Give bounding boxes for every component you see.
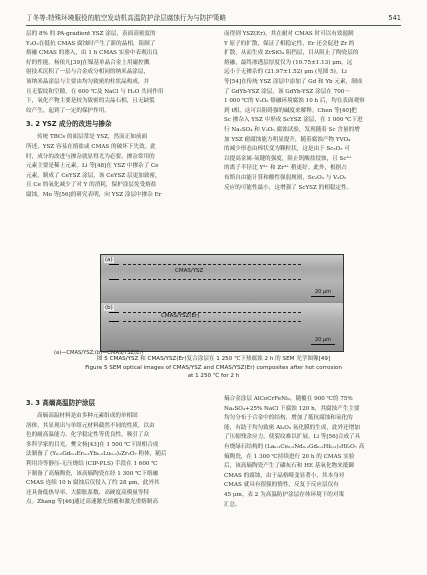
text-line: Sc 掺杂入 YSZ 中形成 ScYSZ 涂层，在 1 000 ℃下进 <box>224 117 363 124</box>
section-heading: 3. 2 YSZ 成分的改进与掺杂 <box>26 120 112 129</box>
text-line: 1 000 ℃的 V₂O₅ 熔融环境腐蚀 10 h 后，均在表面观察 <box>224 98 365 105</box>
text-line: 反应的可能性最小，这增强了 ScYSZ 的相稳定性。 <box>224 184 353 191</box>
boundary-line <box>123 264 301 265</box>
text-line: 到 t相，这可以阻碍强的碱度来解释。Chen 等[40]把 <box>224 107 357 114</box>
text-line: 的减少形态由棒状变为颗粒状，这是由于 Sc₂O₃ 可 <box>224 146 350 153</box>
marker-tick <box>109 321 119 322</box>
left-column-top <box>26 30 203 201</box>
panel-tag: (a) <box>105 257 113 263</box>
boundary-line <box>123 279 301 280</box>
running-header <box>26 11 401 26</box>
text-line: 下制备了高熵陶瓷，该高熵陶瓷在经 1 300 ℃下熔融 <box>26 470 159 477</box>
section-heading: 3. 3 高熵高温防护涂层 <box>26 399 96 407</box>
text-line: 层的 8% 的 PA-gradient YSZ 涂层，表面高密度的 <box>26 31 156 37</box>
figure-legend: (a)—CMAS/YSZ;(b)—CMAS/YSZ(Er) <box>54 350 144 356</box>
text-line: 利用冷等静压-无压烧结 (CIP-PLS) 手段在 1 600 ℃ <box>26 460 158 467</box>
text-line: 熵合金涂层 AlCoCrFeNi₂，随覆在 900 ℃的 75% <box>224 396 353 402</box>
text-line: 了压缩残余应力，使裂纹难以扩展。Li 等[56]合成了具 <box>224 434 361 441</box>
sem-panel-a <box>101 255 343 302</box>
text-line: 时，成分的改进与掺杂就显得尤为必要，掺杂常用的 <box>26 153 155 160</box>
caption-en: at 1 250 ℃ for 2 h <box>187 373 240 379</box>
text-line: 能，有助于均匀致密 Al₂O₃ 氧化膜的生成，此外还增加 <box>224 424 360 431</box>
text-line: 行 Na₂SO₄ 和 V₂O₅ 腐蚀试验，发现随着 Sc 含量的增 <box>224 126 360 133</box>
right-column-bottom <box>224 395 401 510</box>
text-line: Na₂SO₄+25% NaCl 下腐蚀 120 h，其腐蚀产生主要 <box>224 405 360 412</box>
text-line: 好的性能。杨依凡[39]在镍基单晶合金上用磁控溅 <box>26 59 150 66</box>
sem-figure <box>100 254 344 352</box>
text-line: 高熵高温材料是由多种元素组成的单相固 <box>37 413 138 419</box>
text-line: CMAS 就具有很强的惰性，反复于反应层仅有 <box>224 482 339 489</box>
text-line: 45 μm。表 2 为高温防护涂层存体环境下的对策 <box>224 491 345 498</box>
boundary-line <box>123 312 301 313</box>
text-line: 传统 TBCs 的面层常是 YSZ，然而正如前面 <box>37 134 148 141</box>
marker-tick <box>109 279 119 280</box>
sem-panel-b <box>101 303 343 350</box>
text-line: 多科学家的目光。樊文杨[43]在 1 500 ℃下固相合成 <box>26 441 159 448</box>
text-line: 点。Zhang 等[46]通过高速激光熔覆和激光重熔制高 <box>26 499 158 506</box>
panel-tag: (b) <box>105 305 113 311</box>
text-line: 射技术沉积了一层与合金成分相同的纳米晶涂层， <box>26 69 150 76</box>
text-line: 溶体，其显现出与单组元材料截然不同的性质，以由 <box>26 422 155 429</box>
marker-tick <box>109 264 119 265</box>
caption-cn: 图 5 CMAS/YSZ 和 CMAS/YSZ(Er)复合涂层在 1 250 ℃下热腐蚀 2 h 的 SEM 光学图像[49] <box>96 356 331 362</box>
scale-bar <box>311 289 335 298</box>
caption-en: Figure 5 SEM optical images of CMAS/YSZ and CMAS/YSZ(Er) composites after hot corrosion <box>85 364 342 371</box>
page-number: 541 <box>388 14 401 22</box>
text-line: 后，该高熵陶瓷产生了磷灰石和 HE 基氧化物来抵御 <box>224 463 354 470</box>
header-title: 丁冬等:特殊环境服役的航空发动机高温防护涂层腐蚀行为与防护策略 <box>26 14 227 22</box>
text-line: 元素，制成了 CeYSZ 涂层，该 CeYSZ 层更加致密， <box>26 172 161 179</box>
layer-label: CMAS/YSZ <box>175 268 204 274</box>
text-line: 元素主要是稀土元素。Li 等[48]在 YSZ 中掺杂了 Ce <box>26 163 159 170</box>
text-line: 下，氧化产物主要是较为致密的尖晶石相，且无缺裂 <box>26 98 155 105</box>
text-line: 还具备低热导率、大膨胀系数、高硬度高模量等特 <box>26 489 150 496</box>
text-line: CMAS 的腐蚀，由于晶格畸变显著小，其本身对 <box>224 472 345 479</box>
text-line: 纹产生，起到了一定的保护作用。 <box>26 107 110 114</box>
text-line: Y₂O₃在抵抗 CMAS 腐蚀时产生了新的晶相，阻制了 <box>26 40 156 47</box>
text-line: 所述，YSZ 容易在熔盐或 CMAS 的破坏下失效。此 <box>26 143 156 150</box>
text-line: 而得到 YSZ(Er)，其在耐对 CMAS 时可以有效遏制 <box>224 31 354 37</box>
scale-text: 20 μm <box>314 288 331 295</box>
text-line: 色的耐高温能力、化学稳定性等优良性，吸引了众 <box>26 432 150 439</box>
text-line: 熵陶瓷，在 1 300 ℃持续进行 20 h 的 CMAS 实验 <box>224 453 355 460</box>
text-line: 了 GdYb-YSZ 涂层，该 GdYb-YSZ 涂层在 700～ <box>224 88 350 95</box>
scale-text: 20 μm <box>314 336 331 343</box>
layer-label: CMAS/YSZ(Er) <box>161 313 200 319</box>
text-line: 均匀分布于合金中的结构，增加了抵抗腐蚀和氧化的 <box>224 415 353 422</box>
text-line: 熔融 CMAS 的渗入，由 1 h CMAS 实验中表观出良 <box>26 50 158 57</box>
text-line: 有烧绿石结构的 (La₀.₂Ce₀.₂Nd₀.₂Gd₀.₂Hf₀.₂)₂Hf₂O₇ 高 <box>224 443 365 450</box>
marker-tick <box>109 312 119 313</box>
left-column-bottom <box>26 395 203 508</box>
text-line: 熔融，最终渗透层厚度仅为 (10.75±1.13) μm，远 <box>224 59 353 66</box>
text-line: 以提高金属-氧键的强度，阻止钒酸盐侵蚀，且 Sc³⁺ <box>224 155 352 162</box>
text-line: 且无裂纹和空隙，在 600 ℃及 NaCl 与 H₂O 共同作用 <box>26 88 164 95</box>
figure-caption <box>26 355 401 381</box>
text-line: 扩散，从而生成 ZrSiO₄ 阻挡层，目从阻止了陶瓷层的 <box>224 50 359 57</box>
text-line: 等[54]在传统 YSZ 涂层中添加了 Gd 和 Yb 元素，制成 <box>224 78 363 85</box>
text-line: 该纳米晶涂层与主要由均匀致密的柱状晶构成，并 <box>26 78 150 85</box>
text-line: 加 YSZ 耐腐蚀能力明显提升，随着腐蚀产物 YVO₄ <box>224 136 351 143</box>
text-line: 法制备了 (Y₀.₂Gd₀.₂Er₀.₂Yb₀.₂Lu₀.₂)₂Zr₂O₇ 粉体，随后 <box>26 451 167 458</box>
text-line: 汇总。 <box>224 501 241 508</box>
text-line: 腐蚀。Mo 等[56]的研究表明，向 YSZ 涂层中掺杂 Er <box>26 191 162 198</box>
right-column-top <box>224 30 401 193</box>
text-line: CMAS 连续 10 h 腐蚀后仅侵入了约 28 μm，此外其 <box>26 480 160 487</box>
text-line: 且 Ce 的氧化减少了对 Y 的消耗，保护涂层免受熔盐 <box>26 182 157 189</box>
text-line: 远小于无掺杂的 (21.97±1.52) μm (见图 5)。Li <box>224 69 347 76</box>
text-line: 布斯自由能计算和酸性强弱规则，Sc₂O₃ 与 V₂O₅ <box>224 174 347 181</box>
text-line: Y 原子的扩散，保证了相稳定性，Er 还会促进 Zr 的 <box>224 40 355 47</box>
boundary-line <box>123 321 301 322</box>
scale-bar <box>311 337 335 346</box>
text-line: 的离子半径比 Y³⁺ 和 Zr⁴⁺ 稍更好。此外，根据占 <box>224 165 347 172</box>
